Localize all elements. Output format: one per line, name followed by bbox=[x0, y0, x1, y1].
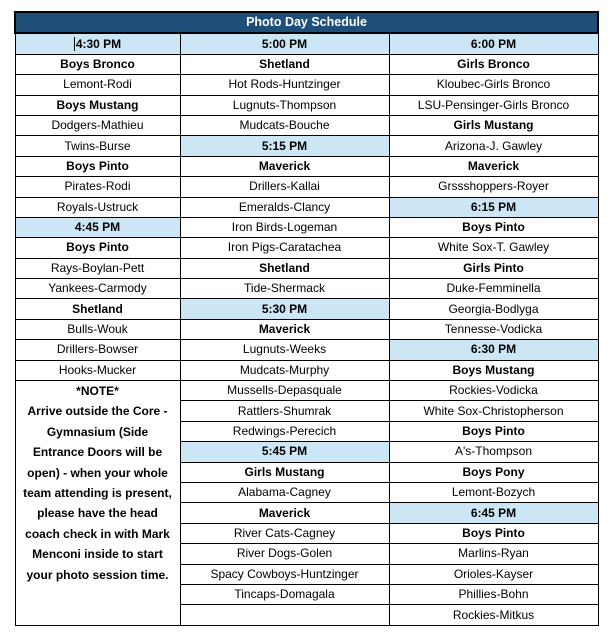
schedule-row bbox=[15, 238, 598, 258]
team-cell: Tennesse-Vodicka bbox=[389, 319, 598, 339]
division-header-cell: Maverick bbox=[180, 156, 389, 176]
division-header-cell: Boys Pinto bbox=[389, 523, 598, 543]
team-cell: LSU-Pensinger-Girls Bronco bbox=[389, 95, 598, 115]
division-header-cell: Maverick bbox=[180, 319, 389, 339]
team-cell: Lugnuts-Thompson bbox=[180, 95, 389, 115]
team-cell: River Dogs-Golen bbox=[180, 544, 389, 564]
note-line: Entrance Doors will be bbox=[32, 445, 163, 460]
team-cell: Iron Birds-Logeman bbox=[180, 217, 389, 237]
division-header-cell: Maverick bbox=[389, 156, 598, 176]
division-header-cell: Girls Mustang bbox=[180, 462, 389, 482]
text-cursor bbox=[74, 37, 75, 51]
division-header-cell: Boys Pinto bbox=[389, 217, 598, 237]
time-slot-cell: 6:30 PM bbox=[389, 340, 598, 360]
note-heading: *NOTE* bbox=[76, 384, 119, 399]
schedule-row bbox=[15, 95, 598, 115]
note-line: Gymnasium (Side bbox=[46, 424, 149, 439]
team-cell: Bulls-Wouk bbox=[15, 319, 180, 339]
schedule-row bbox=[15, 299, 598, 319]
team-cell: Yankees-Carmody bbox=[15, 279, 180, 299]
schedule-row bbox=[15, 136, 598, 156]
time-slot-cell: 4:45 PM bbox=[15, 217, 180, 237]
note-line: Arrive outside the Core - bbox=[27, 404, 168, 419]
team-cell: Duke-Femminella bbox=[389, 279, 598, 299]
schedule-row bbox=[15, 33, 598, 54]
team-cell: Mudcats-Murphy bbox=[180, 360, 389, 380]
team-cell: White Sox-T. Gawley bbox=[389, 238, 598, 258]
team-cell: Tincaps-Domagala bbox=[180, 584, 389, 604]
team-cell: Rays-Boylan-Pett bbox=[15, 258, 180, 278]
schedule-row bbox=[15, 75, 598, 95]
team-cell: Rattlers-Shumrak bbox=[180, 401, 389, 421]
time-slot-cell: 6:00 PM bbox=[389, 33, 598, 54]
time-slot-cell: 4:30 PM bbox=[15, 33, 180, 54]
time-slot-cell: 5:45 PM bbox=[180, 442, 389, 462]
team-cell: Lemont-Bozych bbox=[389, 482, 598, 502]
division-header-cell: Girls Pinto bbox=[389, 258, 598, 278]
time-slot-cell: 5:00 PM bbox=[180, 33, 389, 54]
team-cell: Phillies-Bohn bbox=[389, 584, 598, 604]
division-header-cell: Shetland bbox=[180, 258, 389, 278]
note-line: coach check in with Mark bbox=[25, 526, 170, 541]
schedule-row bbox=[15, 340, 598, 360]
team-cell: Twins-Burse bbox=[15, 136, 180, 156]
schedule-row bbox=[15, 115, 598, 135]
schedule-title: Photo Day Schedule bbox=[15, 12, 598, 33]
division-header-cell: Boys Mustang bbox=[15, 95, 180, 115]
division-header-cell: Boys Mustang bbox=[389, 360, 598, 380]
team-cell: Drillers-Bowser bbox=[15, 340, 180, 360]
team-cell: Redwings-Perecich bbox=[180, 421, 389, 441]
team-cell: Rockies-Mitkus bbox=[389, 605, 598, 625]
team-cell: Mussells-Depasquale bbox=[180, 381, 389, 401]
division-header-cell: Boys Pony bbox=[389, 462, 598, 482]
team-cell: Hooks-Mucker bbox=[15, 360, 180, 380]
schedule-row bbox=[15, 381, 598, 401]
schedule-row bbox=[15, 197, 598, 217]
division-header-cell: Girls Bronco bbox=[389, 54, 598, 74]
team-cell: A's-Thompson bbox=[389, 442, 598, 462]
team-cell: Mudcats-Bouche bbox=[180, 115, 389, 135]
division-header-cell: Girls Mustang bbox=[389, 115, 598, 135]
title-row bbox=[15, 12, 598, 33]
team-cell: Kloubec-Girls Bronco bbox=[389, 75, 598, 95]
division-header-cell: Shetland bbox=[180, 54, 389, 74]
team-cell: Grssshoppers-Royer bbox=[389, 177, 598, 197]
team-cell: Emeralds-Clancy bbox=[180, 197, 389, 217]
team-cell: Pirates-Rodi bbox=[15, 177, 180, 197]
division-header-cell: Shetland bbox=[15, 299, 180, 319]
team-cell: Spacy Cowboys-Huntzinger bbox=[180, 564, 389, 584]
team-cell: Drillers-Kallai bbox=[180, 177, 389, 197]
team-cell: Arizona-J. Gawley bbox=[389, 136, 598, 156]
team-cell: Lugnuts-Weeks bbox=[180, 340, 389, 360]
note-line: your photo session time. bbox=[26, 567, 169, 582]
team-cell: White Sox-Christopherson bbox=[389, 401, 598, 421]
note-line: please have the head bbox=[37, 506, 158, 521]
time-slot-cell: 5:30 PM bbox=[180, 299, 389, 319]
division-header-cell: Boys Bronco bbox=[15, 54, 180, 74]
team-cell: Georgia-Bodlyga bbox=[389, 299, 598, 319]
team-cell: Marlins-Ryan bbox=[389, 544, 598, 564]
team-cell: Royals-Ustruck bbox=[15, 197, 180, 217]
time-slot-cell: 6:15 PM bbox=[389, 197, 598, 217]
schedule-row bbox=[15, 217, 598, 237]
team-cell: Alabama-Cagney bbox=[180, 482, 389, 502]
schedule-row bbox=[15, 279, 598, 299]
division-header-cell: Boys Pinto bbox=[389, 421, 598, 441]
note-line: team attending is present, bbox=[23, 486, 172, 501]
note-line: open) - when your whole bbox=[27, 465, 168, 480]
empty-cell bbox=[180, 605, 389, 625]
note-cell bbox=[15, 381, 180, 626]
schedule-row bbox=[15, 258, 598, 278]
schedule-row bbox=[15, 156, 598, 176]
division-header-cell: Maverick bbox=[180, 503, 389, 523]
team-cell: Tide-Shermack bbox=[180, 279, 389, 299]
schedule-row bbox=[15, 319, 598, 339]
time-slot-cell: 5:15 PM bbox=[180, 136, 389, 156]
schedule-table bbox=[14, 11, 599, 626]
team-cell: Rockies-Vodicka bbox=[389, 381, 598, 401]
schedule-row bbox=[15, 54, 598, 74]
division-header-cell: Boys Pinto bbox=[15, 156, 180, 176]
team-cell: Iron Pigs-Caratachea bbox=[180, 238, 389, 258]
time-slot-cell: 6:45 PM bbox=[389, 503, 598, 523]
note-line: Menconi inside to start bbox=[32, 547, 163, 562]
team-cell: Lemont-Rodi bbox=[15, 75, 180, 95]
schedule-row bbox=[15, 360, 598, 380]
team-cell: Orioles-Kayser bbox=[389, 564, 598, 584]
team-cell: Dodgers-Mathieu bbox=[15, 115, 180, 135]
team-cell: River Cats-Cagney bbox=[180, 523, 389, 543]
schedule-row bbox=[15, 177, 598, 197]
team-cell: Hot Rods-Huntzinger bbox=[180, 75, 389, 95]
division-header-cell: Boys Pinto bbox=[15, 238, 180, 258]
